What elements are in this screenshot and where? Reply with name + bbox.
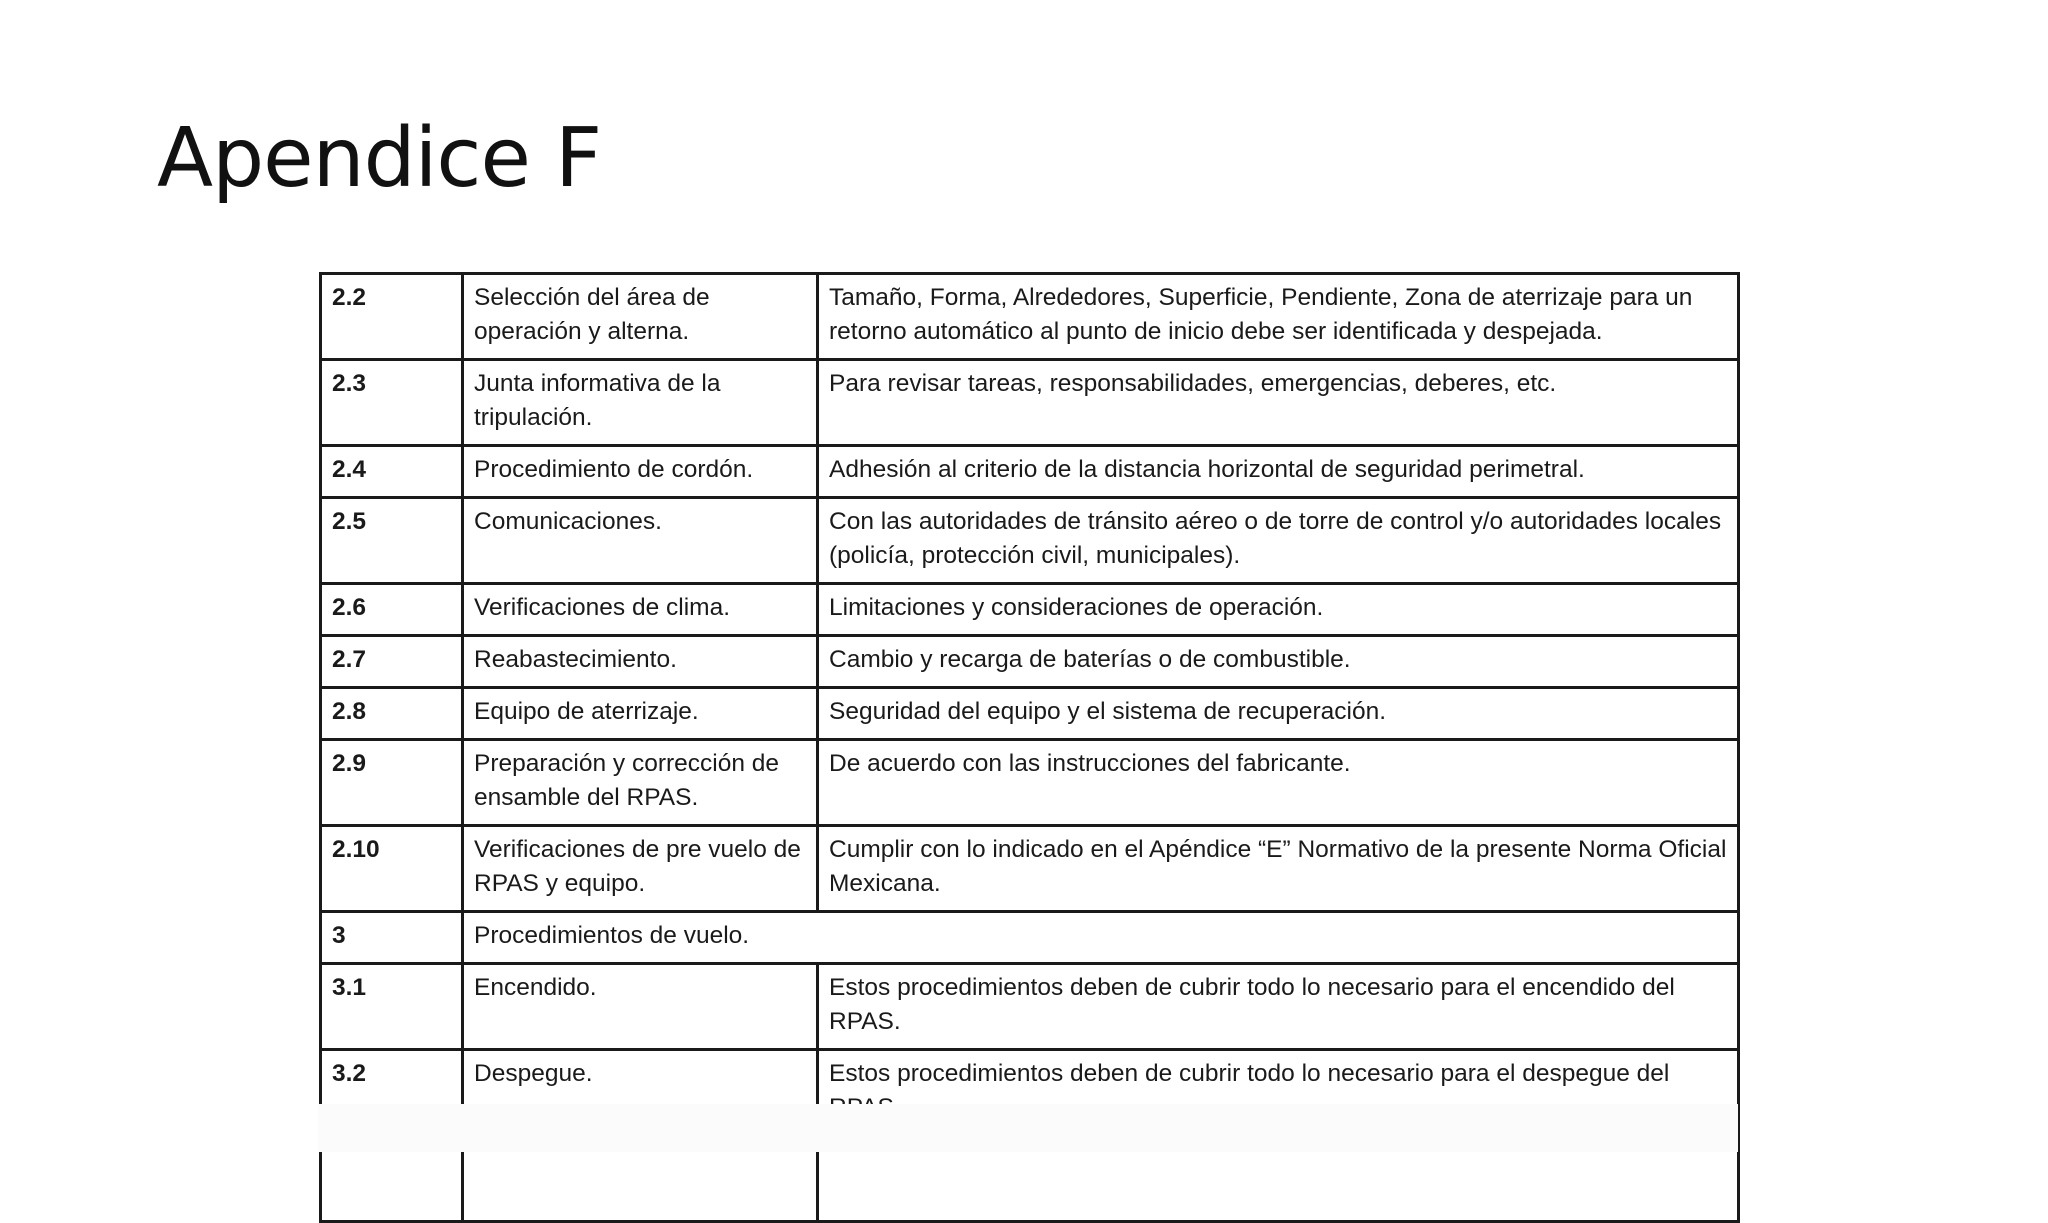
table-section-row: [321, 912, 1739, 964]
table-row: [321, 688, 1739, 740]
row-item: Procedimiento de cordón.: [463, 446, 818, 498]
row-item: Encendido.: [463, 964, 818, 1050]
table-row: [321, 446, 1739, 498]
row-description: Tamaño, Forma, Alrededores, Superficie, Pendiente, Zona de aterrizaje para un retorno automático al punto de inicio debe ser identificada y despejada.: [818, 274, 1739, 360]
row-number: 2.7: [321, 636, 463, 688]
row-description: Estos procedimientos deben de cubrir todo lo necesario para el encendido del RPAS.: [818, 964, 1739, 1050]
row-item: Verificaciones de pre vuelo de RPAS y equipo.: [463, 826, 818, 912]
table-row: [321, 636, 1739, 688]
table-row: [321, 826, 1739, 912]
row-item: Equipo de aterrizaje.: [463, 688, 818, 740]
row-number: 2.6: [321, 584, 463, 636]
row-number: 2.10: [321, 826, 463, 912]
row-number: 2.9: [321, 740, 463, 826]
table-row: [321, 740, 1739, 826]
table-row: [321, 360, 1739, 446]
procedures-table: [319, 272, 1740, 1223]
row-item: Preparación y corrección de ensamble del RPAS.: [463, 740, 818, 826]
row-number: 2.8: [321, 688, 463, 740]
section-number: 3: [321, 912, 463, 964]
section-title: Procedimientos de vuelo.: [463, 912, 1739, 964]
row-description: Cambio y recarga de baterías o de combustible.: [818, 636, 1739, 688]
row-description: Para revisar tareas, responsabilidades, emergencias, deberes, etc.: [818, 360, 1739, 446]
slide-title: Apendice F: [157, 111, 602, 206]
row-item: Selección del área de operación y alterna.: [463, 274, 818, 360]
row-description: De acuerdo con las instrucciones del fabricante.: [818, 740, 1739, 826]
row-item: Junta informativa de la tripulación.: [463, 360, 818, 446]
row-description: Seguridad del equipo y el sistema de recuperación.: [818, 688, 1739, 740]
row-description: Cumplir con lo indicado en el Apéndice “E” Normativo de la presente Norma Oficial Mexicana.: [818, 826, 1739, 912]
table-image-region: [318, 272, 1738, 1104]
row-description: Adhesión al criterio de la distancia horizontal de seguridad perimetral.: [818, 446, 1739, 498]
row-description: Estos procedimientos deben de cubrir todo lo necesario para el despegue del: [818, 1050, 1739, 1136]
image-bottom-strip: [318, 1104, 1738, 1152]
row-description: Con las autoridades de tránsito aéreo o de torre de control y/o autoridades locales (policía, protección civil, municipales).: [818, 498, 1739, 584]
table-row: [321, 964, 1739, 1050]
row-number: 2.5: [321, 498, 463, 584]
row-number: 2.3: [321, 360, 463, 446]
row-number: 2.2: [321, 274, 463, 360]
row-item: Reabastecimiento.: [463, 636, 818, 688]
row-number: 2.4: [321, 446, 463, 498]
table-row: [321, 274, 1739, 360]
row-item: Verificaciones de clima.: [463, 584, 818, 636]
row-description: Limitaciones y consideraciones de operación.: [818, 584, 1739, 636]
row-item: Comunicaciones.: [463, 498, 818, 584]
table-row: [321, 584, 1739, 636]
row-item: Despegue.: [463, 1050, 818, 1136]
row-number: 3.2: [321, 1050, 463, 1136]
row-number: 3.1: [321, 964, 463, 1050]
table-row: [321, 498, 1739, 584]
